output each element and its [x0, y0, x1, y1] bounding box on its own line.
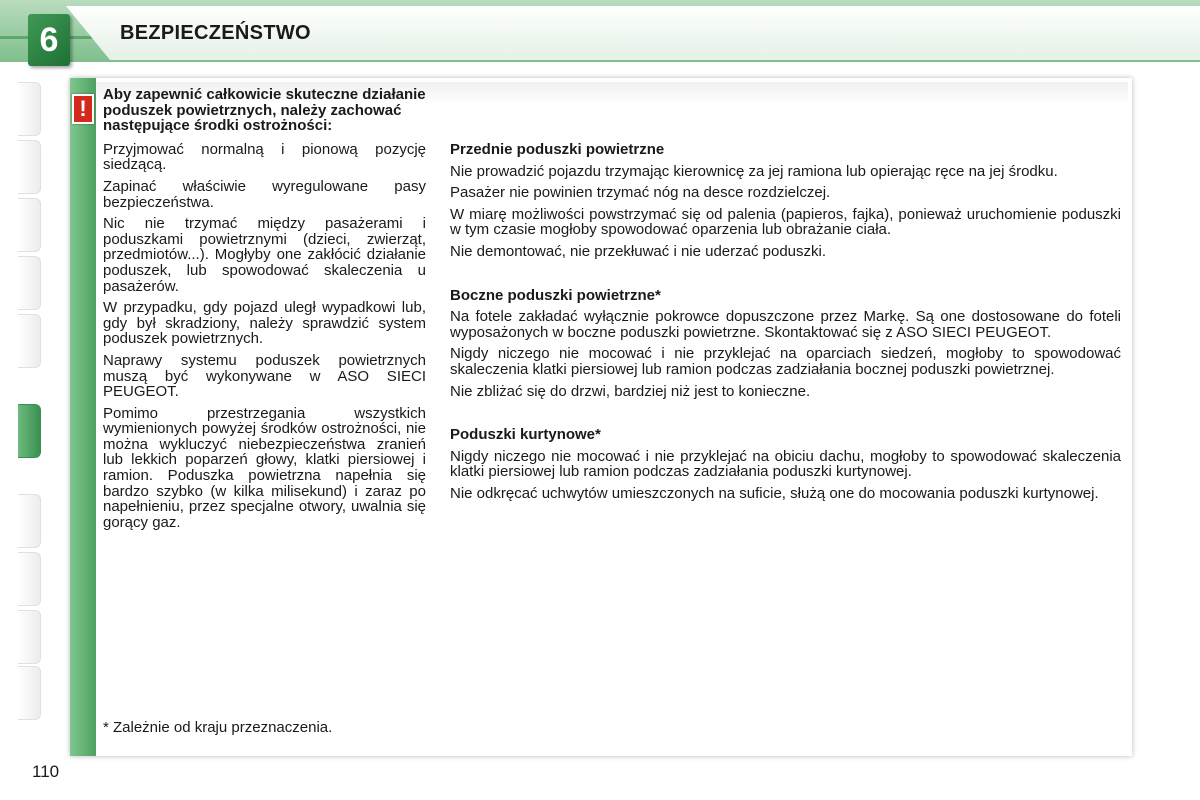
paragraph: W przypadku, gdy pojazd uległ wypadkowi lub, gdy był skradziony, należy sprawdzić system poduszek powietrznych.	[103, 299, 426, 348]
side-tab-active	[18, 404, 41, 458]
paragraph: Nigdy niczego nie mocować i nie przyklejać na oparciach siedzeń, mogłoby to spowodować skaleczenia klatki piersiowej lub ramion podczas zadziałania bocznej poduszki powietrznej.	[450, 345, 1121, 378]
side-tab	[18, 552, 41, 606]
left-column	[103, 87, 426, 536]
page-number: 110	[32, 762, 60, 781]
paragraph: Przyjmować normalną i pionową pozycję siedzącą.	[103, 140, 426, 174]
paragraph: Nie odkręcać uchwytów umieszczonych na suficie, służą one do mocowania poduszki kurtynowej.	[450, 484, 1099, 502]
paragraph: Nie demontować, nie przekłuwać i nie uderzać poduszki.	[450, 242, 827, 260]
paragraph: Pomimo przestrzegania wszystkich wymienionych powyżej środków ostrożności, nie można wykluczyć niebezpieczeństwa zranień lub lekkich poparzeń głowy, klatki piersiowej i ramion. Poduszka powietrzna napełnia się bardzo szybko (w kilka milisekund) i zaraz po napełnieniu, przez specjalne otwory, uwalnia się gorący gaz.	[103, 404, 426, 531]
side-tab	[18, 494, 41, 548]
side-tab	[18, 610, 41, 664]
spacer	[450, 266, 1121, 288]
warning-icon: !	[72, 94, 94, 124]
section-title: BEZPIECZEŃSTWO	[120, 22, 311, 44]
side-tab	[18, 140, 41, 194]
paragraph: Pasażer nie powinien trzymać nóg na desce rozdzielczej.	[450, 184, 831, 202]
paragraph: Na fotele zakładać wyłącznie pokrowce dopuszczone przez Markę. Są one dostosowane do foteli wyposażonych w boczne poduszki powietrzne. Skontaktować się z ASO SIECI PEUGEOT.	[450, 308, 1121, 341]
side-tab	[18, 82, 41, 136]
footnote: * Zależnie od kraju przeznaczenia.	[103, 719, 333, 736]
paragraph: Nie prowadzić pojazdu trzymając kierownicę za jej ramiona lub opierając ręce na jej środku.	[450, 162, 1058, 180]
section-heading-curtain-airbags: Poduszki kurtynowe*	[450, 426, 601, 444]
paragraph: Naprawy systemu poduszek powietrznych muszą być wykonywane w ASO SIECI PEUGEOT.	[103, 351, 426, 401]
paragraph: Nigdy niczego nie mocować i nie przyklejać na obiciu dachu, mogłoby to spowodować skaleczenia klatki piersiowej lub ramion podczas zadziałania poduszki kurtynowej.	[450, 447, 1121, 481]
side-tab	[18, 666, 41, 720]
spacer	[450, 405, 1121, 427]
section-heading-front-airbags: Przednie poduszki powietrzne	[450, 141, 665, 158]
panel-side-bar	[70, 78, 96, 756]
paragraph: Zapinać właściwie wyregulowane pasy bezpieczeństwa.	[103, 177, 426, 211]
side-tab	[18, 256, 41, 310]
side-tab	[18, 314, 41, 368]
paragraph: Nic nie trzymać między pasażerami i poduszkami powietrznymi (dzieci, zwierząt, przedmiotów...). Mogłyby one zakłócić działanie poduszek, lub spowodować skaleczenia u pasażerów.	[103, 215, 426, 295]
chapter-badge: 6	[28, 14, 70, 66]
paragraph: W miarę możliwości powstrzymać się od palenia (papieros, fajka), ponieważ uruchomienie poduszki w tym czasie mogłoby spowodować oparzenia lub obrażanie ciała.	[450, 205, 1121, 239]
section-heading-side-airbags: Boczne poduszki powietrzne*	[450, 286, 661, 304]
warning-intro: Aby zapewnić całkowicie skuteczne działanie poduszek powietrznych, należy zachować następujące środki ostrożności:	[103, 86, 426, 135]
side-tab	[18, 198, 41, 252]
right-column	[450, 142, 1121, 508]
paragraph: Nie zbliżać się do drzwi, bardziej niż jest to konieczne.	[450, 382, 811, 400]
chapter-side-tabs	[18, 82, 40, 718]
